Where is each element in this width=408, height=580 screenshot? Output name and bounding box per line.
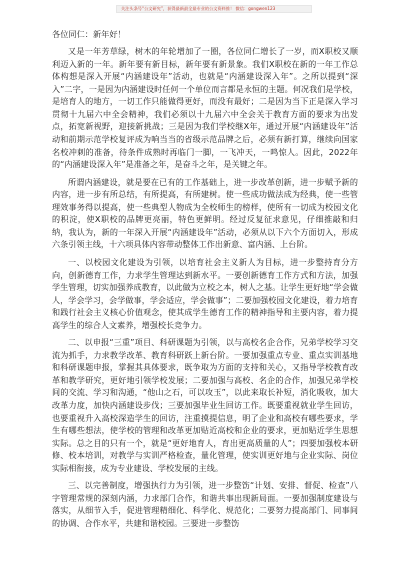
paragraph-section-1: 一、以校园文化建设为引领，以培育社会主义新人为目标，进一步整持育分方向，创新德育工作，力求学生管理达到新水平。一要创新德育工作方式和方法，加强学生管理，切实加强养成教育，以此做为立校之本，树人之基。让学生更好地“学会做人，学会学习，会学做事，学会适应，学会做事”；二要加强校园文化建设，着力培育和践行社会主义核心价值观念，使其成学生德育工作的精神指导和主要内容，着力提高学生的综合人文素养，增强校长竞争力。 bbox=[52, 256, 358, 330]
top-promo-banner bbox=[0, 0, 408, 20]
paragraph-definition: 所谓内涵建设，就是要在已有的工作基础上，进一步改革创新，进一步赋予新的内容，进一步有所总结，有所提高，有所建树。使一些成功做法成为经典，使一些管理效事务得以提高，使一些典型人物成为全校师生的榜样，使所有一切成为校园文化的积淀，使X职校的品牌更亮丽，特色更鲜明。经过反复征求意见，仔细推敲和归纳，我认为，新的一年深入开展“内涵建设年”活动，必须从以下六个方面切入，形成六条引领主线，十六项具体内容带动整体工作出新意、富内涵、上台阶。 bbox=[52, 176, 358, 250]
banner-text: 关注头条号“公文研究”，获得最新最全最专业的公文资料推！ 微信：gongwen123 bbox=[121, 6, 276, 11]
paragraph-intro: 又是一年芳草绿，树木的年轮增加了一圈，各位同仁增长了一岁，而X职校又顺利迈入新的一年。新年要有新目标，新年要有新景象。我们X职校在新的一年工作总体构想是深入开展“内涵建设年”活动，也就是“内涵建设深入年”。之所以提到“深入”二字，一是因为内涵建设时任何一个单位而言都是永恒的主题。何况我们是学校，是培育人的地方，一切工作只能做得更好，而没有最好；二是因为当下正是深入学习贯彻十九届六中全会精神，我们必须以十九届六中全会关于教育方面的要求为出发点，拓宽新视野，迎接新挑战；三是因为我们学校继X年，通过开展“内涵建设年”活动和前期示范学校复评成为响当当的省级示范品牌之后，必须有新打算，继续向国家名校冲刺的准备，待条件成熟时再临门一脚，一飞冲天，一鸣惊人。因此，2022年的“内涵建设深入年”是准备之年，是奋斗之年，是关键之年。 bbox=[52, 46, 358, 170]
document-page bbox=[52, 28, 358, 578]
paragraph-section-3: 三、以完善制度，增强执行力为引领，进一步整饬“计划、安排、督促、检查”八字管理常规的深刻内涵，力求部门合作，和谐共事出现新局面。一要加强制度建设与落实，从细节入手，促进管理精细化、科学化、规范化；二要努力提高部门、同事间的协调、合作水平，共建和谐校园。三要进一步整饬 bbox=[52, 480, 358, 528]
greeting: 各位同仁：新年好！ bbox=[52, 29, 126, 39]
paragraph-section-2: 二、以申报“三重”项目、科研课题为引领，以与高校名企合作，兄弟学校学习交流为抓手，力求教学改革、教育科研跃上新台阶。一要加强重点专业、重点实训基地和科研课题申报，掌握其具体要求，既争取为方面的支持和关心，又指导学校教育改革和教学研究，更好地引领学校发展；二要加强与高校、名企的合作，加强兄弟学校间的交流、学习和沟通，“他山之石，可以攻玉”，以此来取长补短，消化吸收，加大改革力度，加快内涵建设步伐；三要加强毕业生回访工作。既要重视就业学生回访，也要重视升入高校深造学生的回访，注重摸提信息，明了企业和高校有哪些要求，学生有哪些想法，使学校的管理和改革更加贴近高校和企业的要求，更加贴近学生思想实际。总之目的只有一个，就是“更好地育人，育出更高质量的人”；四要加强校本研修、校本培训，对教学与实训严格检查，量化管理，使实训更好地与企业实际、岗位实际相衔接，成为专业建设、学校发展的主线。 bbox=[52, 337, 358, 473]
